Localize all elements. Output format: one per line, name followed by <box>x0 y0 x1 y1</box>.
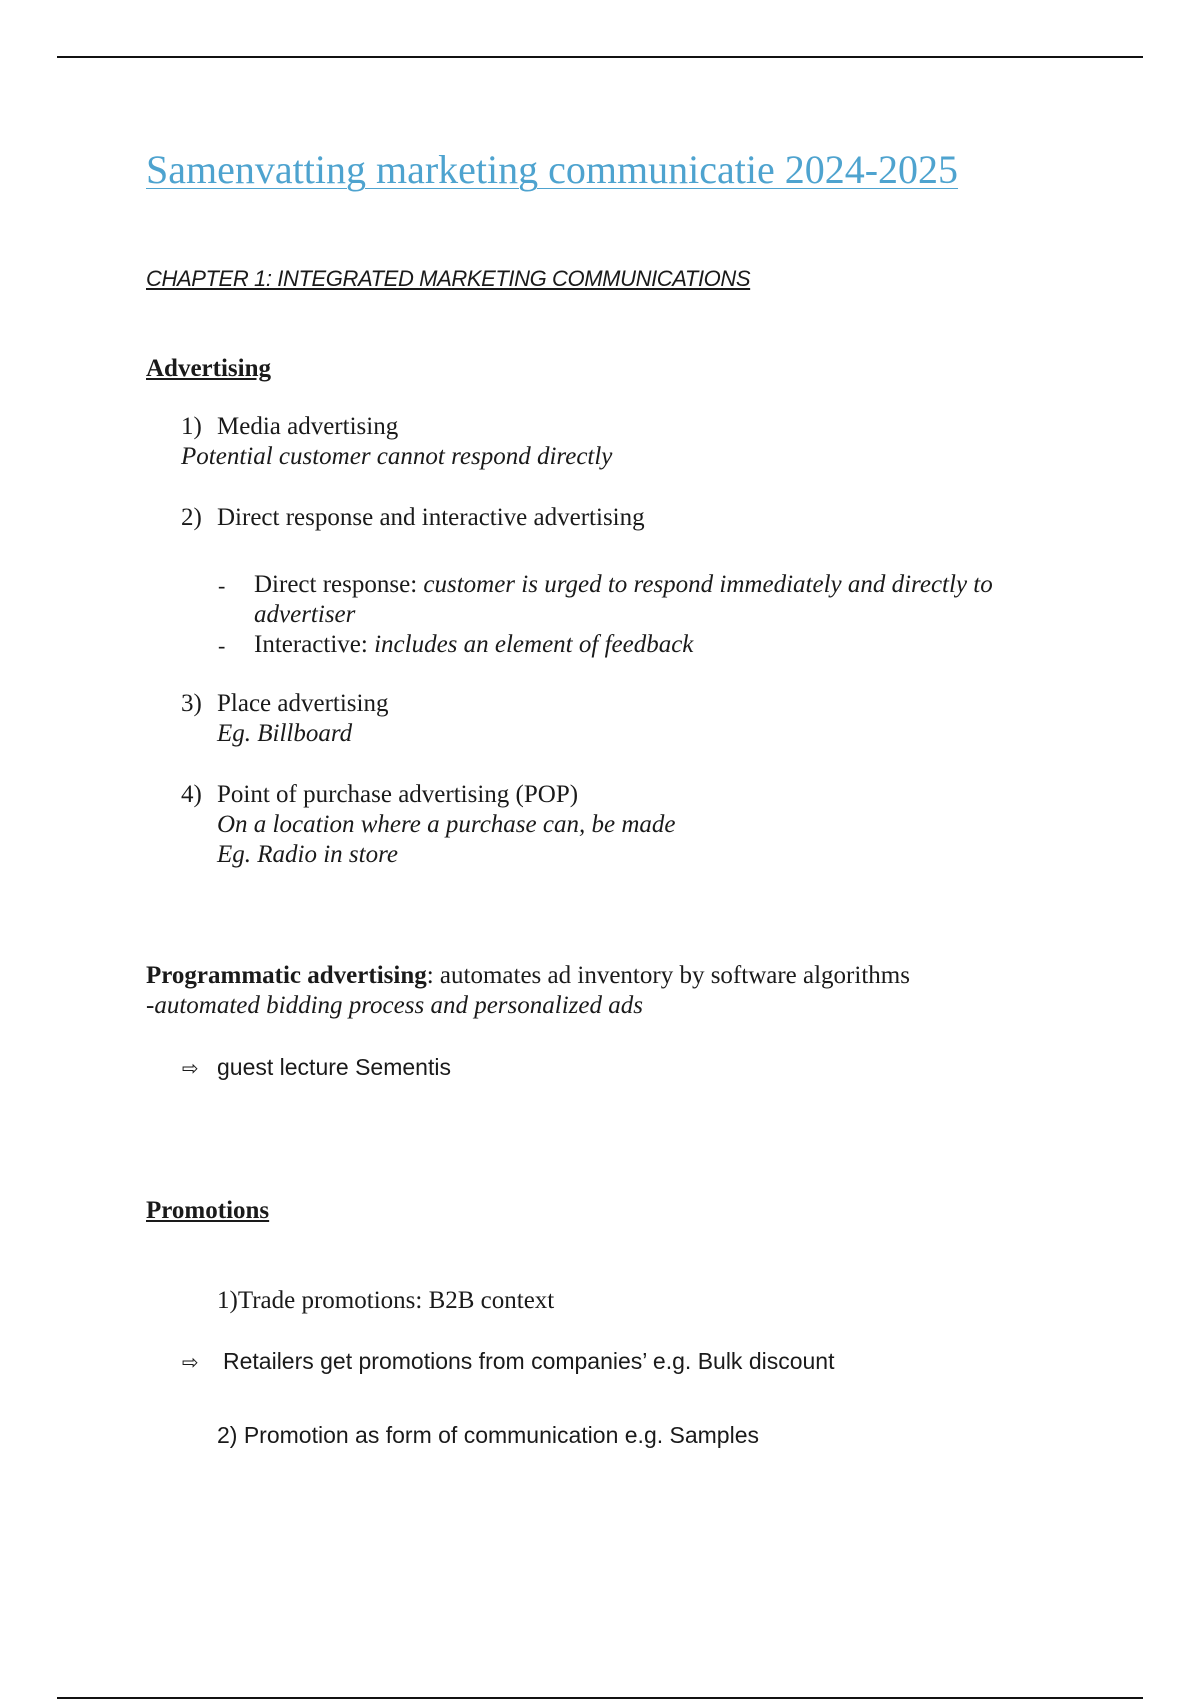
list-item-1-note: Potential customer cannot respond directly <box>181 443 613 470</box>
programmatic-term: Programmatic advertising <box>146 962 427 989</box>
bullet-dash: - <box>218 633 226 658</box>
list-item-4-example: Eg. Radio in store <box>217 841 399 868</box>
sub-item-direct-response <box>254 571 993 599</box>
promotions-item-1: 1)Trade promotions: B2B context <box>217 1287 555 1314</box>
promotions-item-2: 2) Promotion as form of communication e.g. Samples <box>217 1422 760 1448</box>
sub-item-desc: includes an element of feedback <box>374 631 694 658</box>
list-item-3 <box>181 690 388 718</box>
programmatic-note: -automated bidding process and personalized ads <box>146 992 643 1019</box>
programmatic-definition-text: : automates ad inventory by software algorithms <box>426 962 910 989</box>
list-label: Media advertising <box>217 413 399 440</box>
top-rule <box>57 56 1143 58</box>
bottom-rule <box>57 1697 1143 1699</box>
promotions-arrow-note: Retailers get promotions from companies’ e.g. Bulk discount <box>223 1348 835 1374</box>
list-item-4 <box>181 781 578 809</box>
advertising-heading: Advertising <box>146 355 271 382</box>
list-label: Place advertising <box>217 690 389 717</box>
bullet-dash: - <box>218 573 226 598</box>
guest-lecture-note: guest lecture Sementis <box>217 1054 451 1080</box>
arrow-right-icon: ⇨ <box>182 1056 199 1080</box>
sub-item-desc-continued: advertiser <box>254 601 356 628</box>
programmatic-definition <box>146 962 910 990</box>
list-item-4-note: On a location where a purchase can, be made <box>217 811 676 838</box>
list-label: Direct response and interactive advertising <box>217 504 645 531</box>
arrow-right-icon: ⇨ <box>182 1350 199 1374</box>
sub-item-interactive <box>254 631 693 659</box>
list-item-1 <box>181 413 398 441</box>
sub-item-term: Interactive: <box>254 631 368 658</box>
sub-item-desc: customer is urged to respond immediately and directly to <box>423 571 993 598</box>
list-item-2 <box>181 504 645 532</box>
chapter-heading: CHAPTER 1: INTEGRATED MARKETING COMMUNICATIONS <box>146 266 751 291</box>
list-number: 3) <box>181 690 202 717</box>
promotions-heading: Promotions <box>146 1197 270 1224</box>
list-number: 2) <box>181 504 202 531</box>
list-label: Point of purchase advertising (POP) <box>217 781 579 808</box>
sub-item-term: Direct response: <box>254 571 418 598</box>
list-number: 4) <box>181 781 202 808</box>
list-item-3-note: Eg. Billboard <box>217 720 353 747</box>
list-number: 1) <box>181 413 202 440</box>
document-title: Samenvatting marketing communicatie 2024-2025 <box>146 147 959 192</box>
